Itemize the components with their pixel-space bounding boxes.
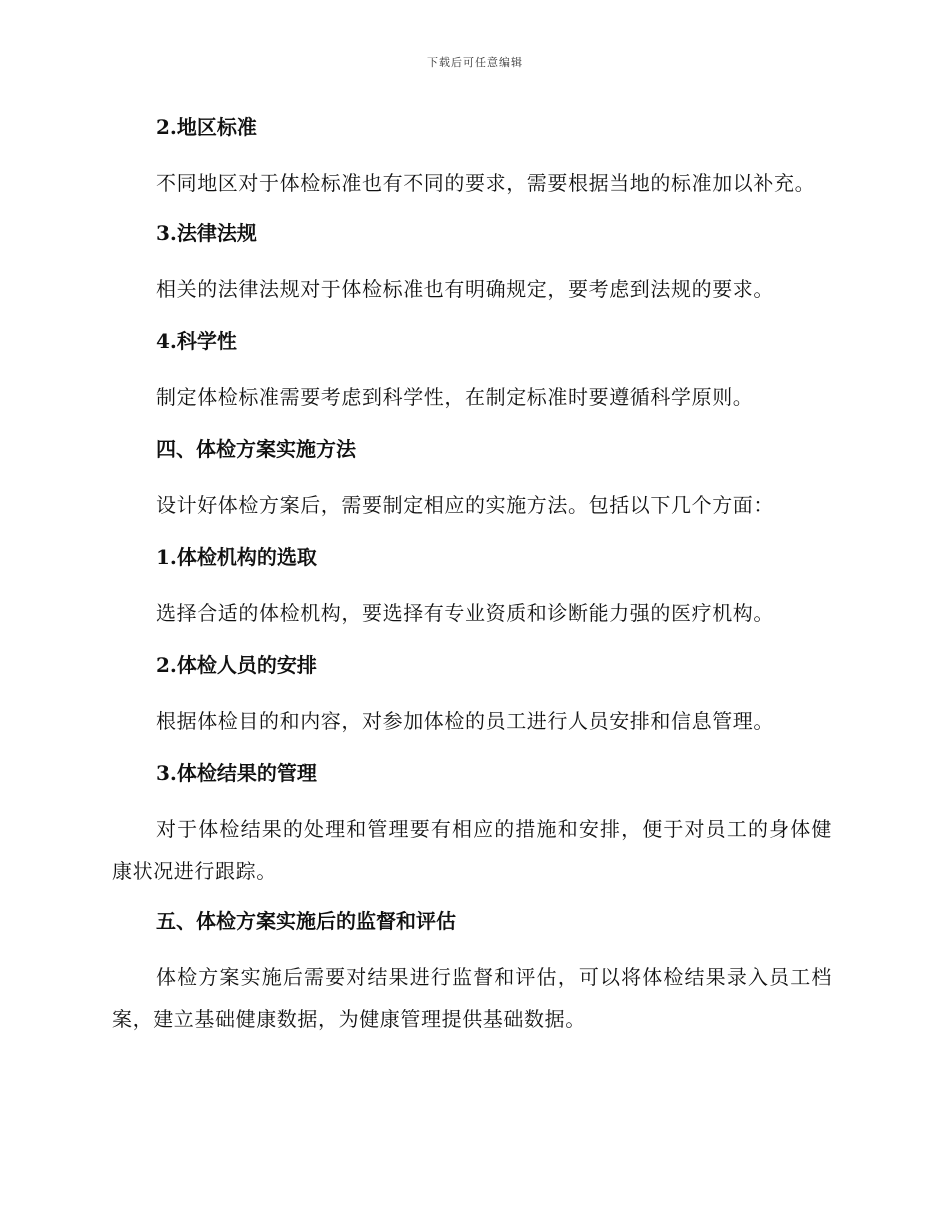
section-heading: 1.体检机构的选取 [156,545,317,569]
paragraph: 根据体检目的和内容，对参加体检的员工进行人员安排和信息管理。 [156,709,774,733]
paragraph: 对于体检结果的处理和管理要有相应的措施和安排，便于对员工的身体健康状况进行跟踪。 [112,817,832,883]
paragraph: 不同地区对于体检标准也有不同的要求，需要根据当地的标准加以补充。 [156,171,816,195]
paragraph: 相关的法律法规对于体检标准也有明确规定，要考虑到法规的要求。 [156,277,774,301]
paragraph: 选择合适的体检机构，要选择有专业资质和诊断能力强的医疗机构。 [156,601,774,625]
paragraph: 制定体检标准需要考虑到科学性，在制定标准时要遵循科学原则。 [156,385,754,409]
section-heading: 2.体检人员的安排 [156,653,317,677]
section-heading: 2.地区标准 [156,115,257,139]
document-body [112,108,832,1050]
paragraph: 设计好体检方案后，需要制定相应的实施方法。包括以下几个方面： [156,493,774,517]
chapter-heading: 四、体检方案实施方法 [156,437,356,461]
section-heading: 4.科学性 [156,329,237,353]
page-header: 下载后可任意编辑 [427,56,523,69]
section-heading: 3.法律法规 [156,221,257,245]
chapter-heading: 五、体检方案实施后的监督和评估 [156,909,456,933]
paragraph: 体检方案实施后需要对结果进行监督和评估，可以将体检结果录入员工档案，建立基础健康数据，为健康管理提供基础数据。 [112,965,832,1031]
section-heading: 3.体检结果的管理 [156,761,317,785]
